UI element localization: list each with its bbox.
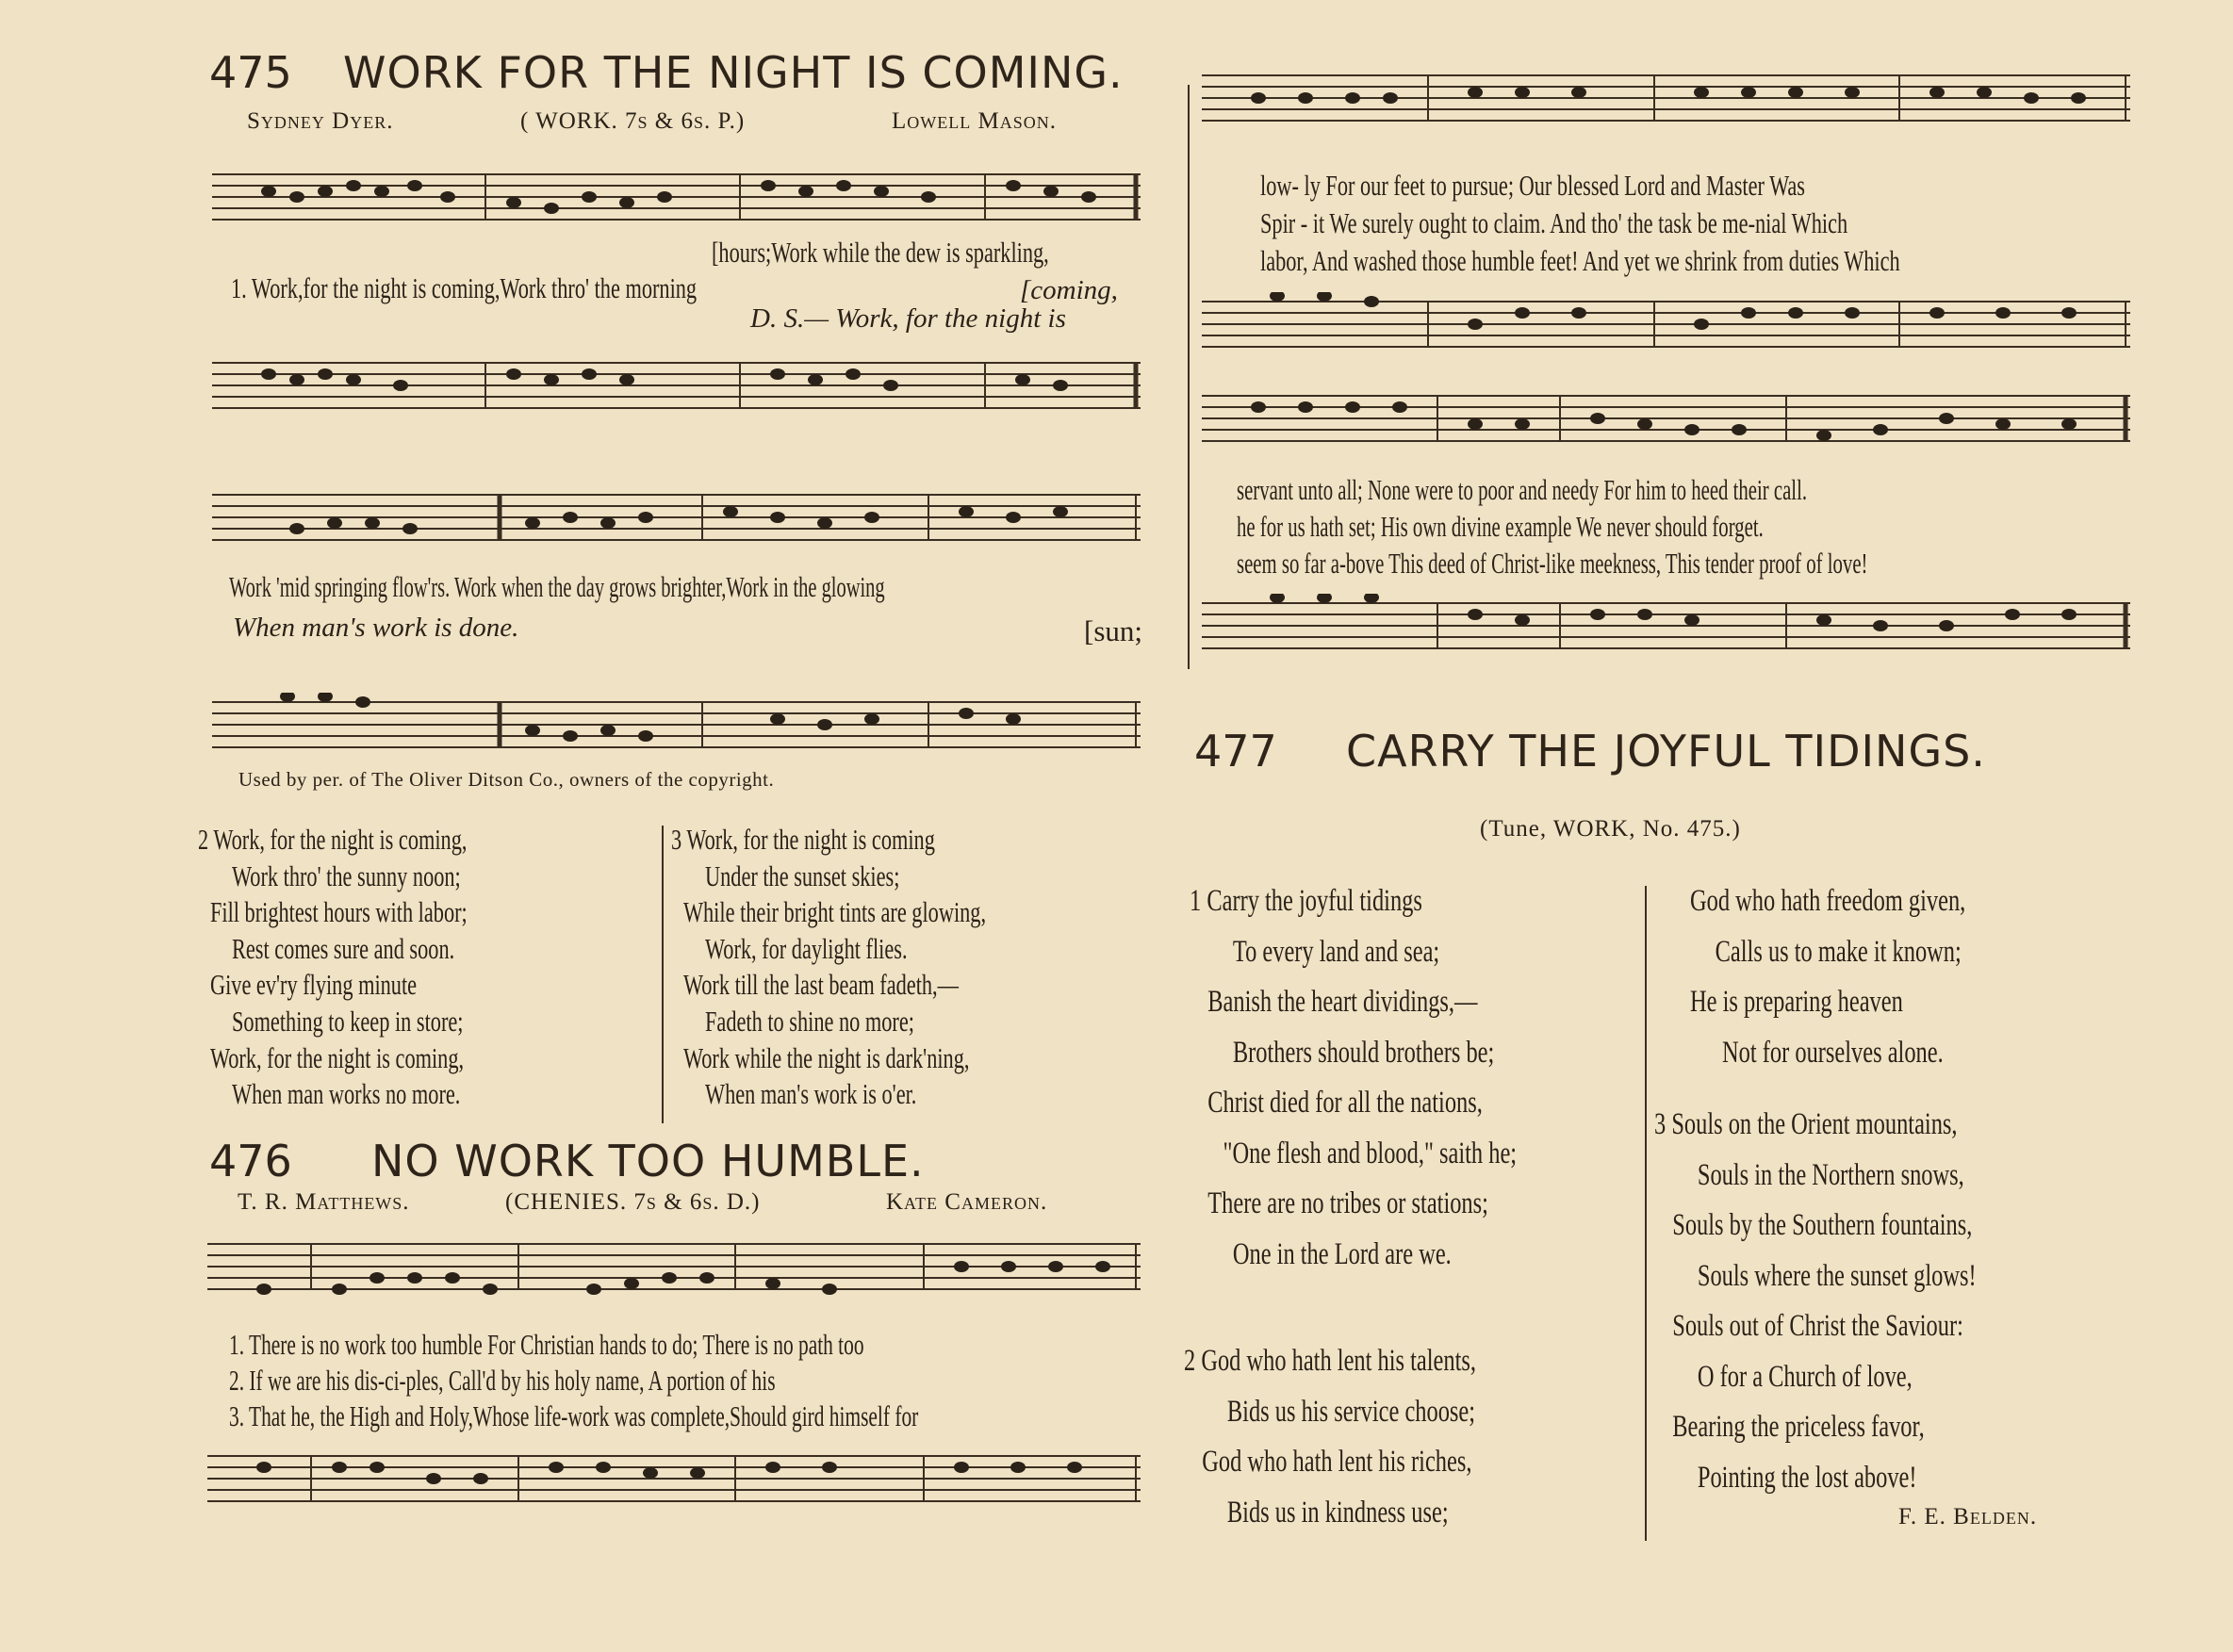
verse-line: Banish the heart dividings,— [1207, 985, 1478, 1019]
verse-2-continued [1690, 876, 2062, 1078]
verse-3-hymn-477 [1654, 1100, 2090, 1503]
hymn-476-tune: (CHENIES. 7s & 6s. D.) [505, 1189, 761, 1215]
column-divider [662, 826, 664, 1123]
verse-line: Work while the night is dark'ning, [682, 1040, 970, 1074]
lyric-line: 1. There is no work too humble For Christian hands to do; There is no path too [229, 1328, 864, 1361]
verse-line: 2 God who hath lent his talents, [1184, 1344, 1476, 1378]
hymn-475-author: Sydney Dyer. [247, 108, 394, 134]
hymn-475-title: WORK FOR THE NIGHT IS COMING. [343, 47, 1124, 98]
music-staff [1202, 386, 2130, 452]
verse-line: One in the Lord are we. [1232, 1236, 1452, 1271]
music-staff [1202, 292, 2130, 358]
verse-line: Brothers should brothers be; [1232, 1035, 1495, 1070]
hymn-476-author: T. R. Matthews. [238, 1189, 410, 1215]
verse-line: 2 Work, for the night is coming, [198, 823, 468, 856]
lyric-line: [hours;Work while the dew is sparkling, [712, 236, 1049, 269]
verse-line: Pointing the lost above! [1697, 1460, 1917, 1495]
verse-line: Something to keep in store; [232, 1004, 464, 1038]
music-staff [212, 485, 1141, 551]
hymn-475-composer: Lowell Mason. [892, 108, 1057, 134]
verse-3 [671, 822, 1108, 1113]
verse-line: Bids us in kindness use; [1226, 1495, 1449, 1529]
verse-line: Work till the last beam fadeth,— [682, 968, 959, 1002]
lyric-block [1260, 167, 2149, 280]
lyric-line: servant unto all; None were to poor and needy For him to heed their call. [1237, 473, 1808, 506]
verse-line: When man's work is o'er. [705, 1077, 917, 1111]
verse-line: Souls where the sunset glows! [1697, 1258, 1977, 1293]
verse-line: Work, for daylight flies. [705, 931, 908, 965]
verse-line: 3 Souls on the Orient mountains, [1654, 1107, 1958, 1141]
lyric-block [1237, 471, 2178, 581]
verse-line: There are no tribes or stations; [1207, 1186, 1488, 1220]
verse-line: Bids us his service choose; [1226, 1394, 1476, 1429]
verse-1 [1190, 876, 1632, 1280]
verse-line: He is preparing heaven [1690, 985, 1903, 1019]
column-divider [1188, 85, 1190, 669]
verse-line: 1 Carry the joyful tidings [1190, 884, 1422, 918]
music-staff [212, 353, 1141, 419]
verse-line: Fill brightest hours with labor; [209, 895, 468, 929]
verse-line: While their bright tints are glowing, [682, 895, 987, 929]
verse-line: Souls in the Northern snows, [1697, 1157, 1964, 1192]
lyric-block [229, 1327, 1228, 1434]
tune-reference: (Tune, WORK, No. 475.) [1480, 816, 1741, 842]
verse-line: Calls us to make it known; [1715, 934, 1962, 969]
lyric-line: Spir - it We surely ought to claim. And tho' the task be me-nial Which [1260, 206, 1848, 239]
verse-line: Work, for the night is coming, [209, 1040, 465, 1074]
verse-line: God who hath freedom given, [1690, 884, 1966, 918]
verse-line: Not for ourselves alone. [1722, 1035, 1944, 1070]
italic-lyric: [coming, [1020, 275, 1118, 305]
lyric-line: seem so far a-bove This deed of Christ-like meekness, This tender proof of love! [1237, 547, 1868, 580]
verse-line: Under the sunset skies; [705, 859, 900, 892]
verse-line: 3 Work, for the night is coming [671, 823, 935, 856]
verse-line: Christ died for all the nations, [1207, 1086, 1483, 1120]
lyric-line: 3. That he, the High and Holy,Whose life-work was complete,Should gird himself for [229, 1399, 919, 1432]
lyric-line: labor, And washed those humble feet! And yet we shrink from duties Which [1260, 244, 1900, 277]
music-staff [212, 165, 1141, 231]
verse-line: "One flesh and blood," saith he; [1223, 1136, 1518, 1170]
verse-2 [198, 822, 572, 1113]
verse-line: Souls by the Southern fountains, [1672, 1208, 1973, 1242]
lyric-line: he for us hath set; His own divine example We never should forget. [1237, 510, 1764, 543]
verse-2-hymn-477 [1184, 1336, 1579, 1538]
verse-line: To every land and sea; [1232, 934, 1440, 969]
music-staff [1202, 594, 2130, 660]
verse-line: Bearing the priceless favor, [1672, 1410, 1925, 1444]
lyric-line: Work 'mid springing flow'rs. Work when the day grows brighter,Work in the glowing [229, 570, 885, 603]
column-divider [1645, 886, 1647, 1541]
hymn-477-author: F. E. Belden. [1898, 1504, 2038, 1529]
verse-line: Work thro' the sunny noon; [232, 859, 461, 892]
hymn-476-title: NO WORK TOO HUMBLE. [371, 1136, 925, 1186]
music-staff [207, 1235, 1141, 1300]
music-staff [207, 1447, 1141, 1513]
italic-lyric: D. S.— Work, for the night is [750, 303, 1066, 334]
hymn-475-number: 475 [209, 47, 292, 98]
lyric-line: low- ly For our feet to pursue; Our blessed Lord and Master Was [1260, 169, 1805, 202]
music-staff [1202, 66, 2130, 132]
hymn-475-tune: ( WORK. 7s & 6s. P.) [520, 108, 746, 134]
hymn-477-title: CARRY THE JOYFUL TIDINGS. [1346, 726, 1986, 777]
lyric-line: 1. Work,for the night is coming,Work thro' the morning [231, 271, 698, 304]
hymn-476-number: 476 [209, 1136, 292, 1186]
hymn-476-composer: Kate Cameron. [886, 1189, 1048, 1215]
hymn-477-number: 477 [1194, 726, 1277, 777]
verse-line: Souls out of Christ the Saviour: [1672, 1309, 1963, 1343]
verse-line: Give ev'ry flying minute [209, 968, 418, 1002]
lyric-line: 2. If we are his dis-ci-ples, Call'd by his holy name, A portion of his [229, 1364, 776, 1397]
lyric-line: [sun; [1084, 614, 1142, 647]
verse-line: O for a Church of love, [1697, 1359, 1913, 1394]
verse-line: God who hath lent his riches, [1202, 1445, 1472, 1479]
verse-line: When man works no more. [232, 1077, 461, 1111]
copyright-notice: Used by per. of The Oliver Ditson Co., owners of the copyright. [238, 768, 775, 791]
italic-lyric: When man's work is done. [233, 613, 519, 643]
verse-line: Fadeth to shine no more; [705, 1004, 914, 1038]
music-staff [212, 693, 1141, 759]
verse-line: Rest comes sure and soon. [232, 931, 455, 965]
